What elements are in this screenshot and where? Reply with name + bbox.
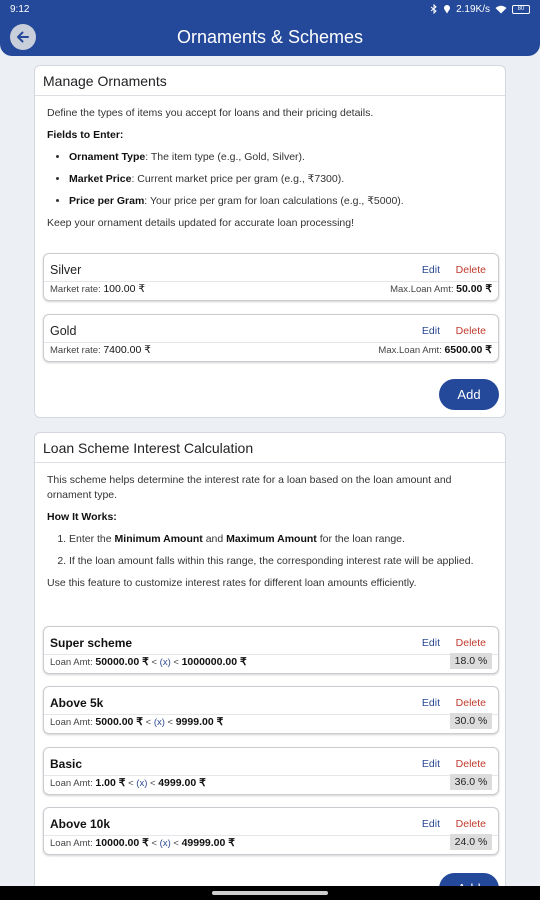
bluetooth-icon	[430, 4, 438, 14]
app-bar	[0, 18, 540, 56]
less-than-sign: <	[147, 778, 159, 789]
market-rate	[50, 344, 151, 356]
delete-button[interactable]: Delete	[455, 818, 486, 830]
loan-amount-label: Loan Amt:	[50, 717, 93, 728]
min-amount: 10000.00 ₹	[95, 837, 149, 849]
scheme-item[interactable]	[43, 747, 499, 795]
max-loan-label: Max.Loan Amt:	[378, 345, 442, 356]
edit-button[interactable]: Edit	[421, 758, 440, 770]
less-than-sign: <	[164, 717, 176, 728]
item-divider	[44, 654, 498, 655]
item-divider	[44, 281, 498, 282]
item-divider	[44, 775, 498, 776]
loan-amount-range	[50, 777, 206, 789]
item-divider	[44, 714, 498, 715]
scheme-name: Super scheme	[50, 636, 133, 650]
x-symbol: (x)	[159, 657, 171, 668]
ornaments-outro: Keep your ornament details updated for accurate loan processing!	[47, 217, 355, 229]
min-amount: 5000.00 ₹	[95, 716, 143, 728]
scheme-item[interactable]	[43, 807, 499, 855]
less-than-sign: <	[148, 657, 160, 668]
field-item	[69, 172, 493, 187]
delete-button[interactable]: Delete	[455, 697, 486, 709]
steps-list	[47, 532, 493, 569]
minimum-amount-text: Minimum Amount	[114, 533, 203, 545]
network-speed: 2.19K/s	[456, 3, 490, 15]
max-loan-label: Max.Loan Amt:	[390, 284, 454, 295]
field-text: : Current market price per gram (e.g., ₹7300).	[131, 173, 345, 185]
edit-button[interactable]: Edit	[421, 697, 440, 709]
wifi-icon	[495, 5, 507, 14]
ornaments-description	[35, 96, 505, 231]
scheme-card-title: Loan Scheme Interest Calculation	[35, 433, 505, 463]
delete-button[interactable]: Delete	[455, 264, 486, 276]
less-than-sign: <	[170, 838, 182, 849]
add-ornament-button[interactable]: Add	[439, 379, 499, 410]
ornaments-intro: Define the types of items you accept for loans and their pricing details.	[47, 107, 374, 119]
home-gesture-handle[interactable]	[212, 891, 328, 895]
ornament-name: Silver	[50, 263, 82, 277]
maximum-amount-text: Maximum Amount	[226, 533, 317, 545]
status-time: 9:12	[10, 3, 30, 15]
field-text: : Your price per gram for loan calculations (e.g., ₹5000).	[144, 195, 404, 207]
manage-ornaments-card	[34, 65, 506, 418]
fields-heading: Fields to Enter:	[47, 129, 124, 141]
fields-list	[47, 150, 493, 209]
location-icon	[443, 4, 451, 14]
scheme-intro: This scheme helps determine the interest rate for a loan based on the loan amount and ornament type.	[47, 474, 452, 501]
max-amount: 9999.00 ₹	[175, 716, 224, 728]
loan-amount-label: Loan Amt:	[50, 838, 93, 849]
scheme-name: Basic	[50, 757, 83, 771]
ornament-name: Gold	[50, 324, 77, 338]
market-rate-value: 100.00 ₹	[103, 283, 146, 295]
loan-amount-range	[50, 716, 223, 728]
field-label: Market Price	[69, 173, 132, 185]
field-text: : The item type (e.g., Gold, Silver).	[145, 151, 305, 163]
battery-icon: 80	[512, 5, 530, 14]
max-loan-value: 6500.00 ₹	[444, 344, 492, 356]
loan-amount-range	[50, 837, 235, 849]
less-than-sign: <	[125, 778, 137, 789]
arrow-left-icon	[16, 30, 30, 44]
step-item	[69, 554, 493, 569]
max-amount: 4999.00 ₹	[158, 777, 206, 789]
step-text: Enter the	[69, 533, 115, 545]
item-divider	[44, 835, 498, 836]
market-rate-label: Market rate:	[50, 284, 101, 295]
delete-button[interactable]: Delete	[455, 325, 486, 337]
interest-rate-badge: 36.0 %	[450, 774, 492, 790]
less-than-sign: <	[142, 717, 154, 728]
interest-rate-badge: 18.0 %	[450, 653, 492, 669]
field-item	[69, 194, 493, 209]
x-symbol: (x)	[153, 717, 165, 728]
ornament-item[interactable]	[43, 253, 499, 301]
step-text: for the loan range.	[316, 533, 405, 545]
scheme-outro: Use this feature to customize interest rates for different loan amounts efficiently.	[47, 577, 417, 589]
max-loan-value: 50.00 ₹	[456, 283, 492, 295]
less-than-sign: <	[170, 657, 182, 668]
status-bar	[0, 0, 540, 18]
max-loan-amount	[378, 344, 492, 356]
max-amount: 49999.00 ₹	[181, 837, 235, 849]
market-rate-label: Market rate:	[50, 345, 101, 356]
ornament-item[interactable]	[43, 314, 499, 362]
field-label: Price per Gram	[69, 195, 145, 207]
item-divider	[44, 342, 498, 343]
page-title: Ornaments & Schemes	[176, 26, 364, 47]
edit-button[interactable]: Edit	[421, 325, 440, 337]
edit-button[interactable]: Edit	[421, 637, 440, 649]
step-text: If the loan amount falls within this range, the corresponding interest rate will be applied.	[69, 555, 474, 567]
delete-button[interactable]: Delete	[455, 637, 486, 649]
delete-button[interactable]: Delete	[455, 758, 486, 770]
less-than-sign: <	[148, 838, 160, 849]
scheme-item[interactable]	[43, 626, 499, 674]
how-heading: How It Works:	[47, 511, 117, 523]
interest-rate-badge: 30.0 %	[450, 713, 492, 729]
step-text: and	[202, 533, 227, 545]
scheme-name: Above 5k	[50, 696, 104, 710]
scheme-description	[35, 463, 505, 591]
x-symbol: (x)	[136, 778, 148, 789]
interest-rate-badge: 24.0 %	[450, 834, 492, 850]
step-item	[69, 532, 493, 547]
loan-amount-label: Loan Amt:	[50, 657, 93, 668]
max-loan-amount	[390, 283, 492, 295]
x-symbol: (x)	[159, 838, 171, 849]
loan-amount-range	[50, 656, 247, 668]
field-item	[69, 150, 493, 165]
loan-scheme-card	[34, 432, 506, 900]
min-amount: 1.00 ₹	[95, 777, 126, 789]
edit-button[interactable]: Edit	[421, 818, 440, 830]
loan-amount-label: Loan Amt:	[50, 778, 93, 789]
field-label: Ornament Type	[69, 151, 146, 163]
market-rate	[50, 283, 145, 295]
navigation-bar	[0, 886, 540, 900]
edit-button[interactable]: Edit	[421, 264, 440, 276]
scheme-item[interactable]	[43, 686, 499, 734]
market-rate-value: 7400.00 ₹	[103, 344, 151, 356]
back-button[interactable]	[10, 24, 36, 50]
max-amount: 1000000.00 ₹	[181, 656, 247, 668]
status-icons	[430, 4, 530, 15]
min-amount: 50000.00 ₹	[95, 656, 149, 668]
scheme-name: Above 10k	[50, 817, 111, 831]
ornaments-card-title: Manage Ornaments	[35, 66, 505, 96]
